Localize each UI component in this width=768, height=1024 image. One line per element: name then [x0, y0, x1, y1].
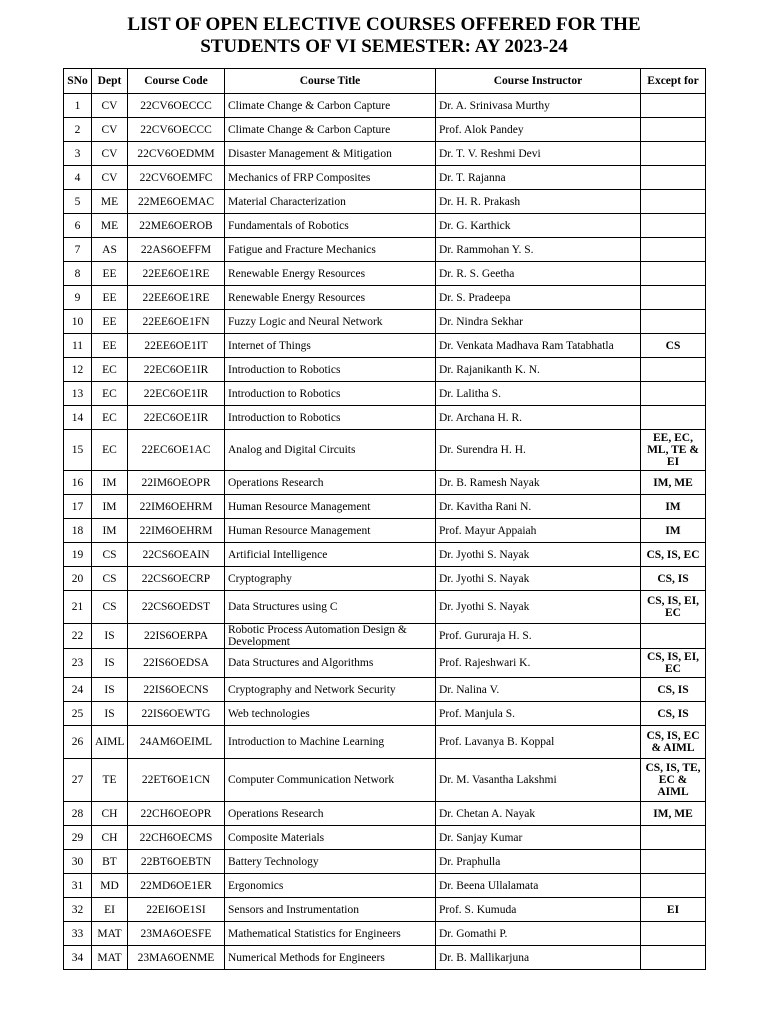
table-row — [64, 94, 706, 118]
cell-except-for — [641, 850, 706, 874]
cell-dept: EE — [92, 262, 128, 286]
cell-dept: MAT — [92, 946, 128, 970]
cell-except-for — [641, 406, 706, 430]
cell-course-code: 22IS6OECNS — [128, 678, 225, 702]
cell-instructor: Dr. H. R. Prakash — [436, 190, 641, 214]
cell-except-for: CS, IS — [641, 702, 706, 726]
cell-dept: EC — [92, 406, 128, 430]
cell-except-for — [641, 624, 706, 649]
cell-instructor: Prof. Mayur Appaiah — [436, 519, 641, 543]
cell-course-title: Human Resource Management — [225, 495, 436, 519]
cell-dept: ME — [92, 214, 128, 238]
cell-course-title: Mathematical Statistics for Engineers — [225, 922, 436, 946]
cell-course-code: 22CV6OECCC — [128, 94, 225, 118]
cell-sno: 21 — [64, 591, 92, 624]
cell-course-title: Fuzzy Logic and Neural Network — [225, 310, 436, 334]
cell-dept: IM — [92, 519, 128, 543]
cell-except-for: CS, IS, TE, EC & AIML — [641, 759, 706, 802]
cell-instructor: Dr. Gomathi P. — [436, 922, 641, 946]
cell-instructor: Dr. B. Ramesh Nayak — [436, 471, 641, 495]
cell-course-title: Cryptography — [225, 567, 436, 591]
cell-course-code: 22CS6OECRP — [128, 567, 225, 591]
cell-course-title: Numerical Methods for Engineers — [225, 946, 436, 970]
cell-instructor: Dr. Nindra Sekhar — [436, 310, 641, 334]
cell-sno: 7 — [64, 238, 92, 262]
table-row — [64, 142, 706, 166]
table-row — [64, 262, 706, 286]
table-row — [64, 702, 706, 726]
cell-instructor: Prof. Lavanya B. Koppal — [436, 726, 641, 759]
table-row — [64, 624, 706, 649]
cell-sno: 23 — [64, 649, 92, 678]
table-row — [64, 567, 706, 591]
cell-course-title: Data Structures and Algorithms — [225, 649, 436, 678]
cell-course-code: 22IS6OEDSA — [128, 649, 225, 678]
cell-dept: CV — [92, 94, 128, 118]
cell-except-for: EI — [641, 898, 706, 922]
title-line-1: LIST OF OPEN ELECTIVE COURSES OFFERED FOR THE — [127, 14, 641, 35]
cell-except-for — [641, 262, 706, 286]
table-row — [64, 802, 706, 826]
cell-course-code: 22BT6OEBTN — [128, 850, 225, 874]
cell-sno: 17 — [64, 495, 92, 519]
cell-sno: 13 — [64, 382, 92, 406]
cell-except-for — [641, 118, 706, 142]
cell-course-title: Mechanics of FRP Composites — [225, 166, 436, 190]
cell-course-code: 22CH6OECMS — [128, 826, 225, 850]
header-title: Course Title — [225, 69, 436, 94]
cell-instructor: Dr. Sanjay Kumar — [436, 826, 641, 850]
cell-dept: IM — [92, 495, 128, 519]
table-row — [64, 826, 706, 850]
cell-dept: IS — [92, 678, 128, 702]
cell-course-code: 22ME6OEROB — [128, 214, 225, 238]
cell-sno: 6 — [64, 214, 92, 238]
table-row — [64, 591, 706, 624]
cell-course-code: 22IM6OEOPR — [128, 471, 225, 495]
cell-course-title: Web technologies — [225, 702, 436, 726]
cell-except-for — [641, 142, 706, 166]
cell-course-title: Robotic Process Automation Design & Development — [225, 624, 436, 649]
cell-instructor: Dr. B. Mallikarjuna — [436, 946, 641, 970]
cell-dept: CV — [92, 166, 128, 190]
cell-except-for — [641, 874, 706, 898]
cell-instructor: Dr. Rajanikanth K. N. — [436, 358, 641, 382]
table-row — [64, 678, 706, 702]
cell-instructor: Prof. Rajeshwari K. — [436, 649, 641, 678]
cell-course-code: 22CS6OEAIN — [128, 543, 225, 567]
cell-course-code: 23MA6OENME — [128, 946, 225, 970]
cell-sno: 4 — [64, 166, 92, 190]
cell-course-code: 23MA6OESFE — [128, 922, 225, 946]
cell-except-for — [641, 238, 706, 262]
cell-instructor: Dr. Venkata Madhava Ram Tatabhatla — [436, 334, 641, 358]
cell-course-code: 22EC6OE1IR — [128, 382, 225, 406]
cell-except-for — [641, 382, 706, 406]
cell-sno: 26 — [64, 726, 92, 759]
cell-course-code: 22CV6OEMFC — [128, 166, 225, 190]
cell-except-for: CS — [641, 334, 706, 358]
table-row — [64, 850, 706, 874]
header-code: Course Code — [128, 69, 225, 94]
cell-course-title: Renewable Energy Resources — [225, 262, 436, 286]
table-row — [64, 310, 706, 334]
cell-dept: IS — [92, 649, 128, 678]
cell-course-code: 22CV6OEDMM — [128, 142, 225, 166]
cell-sno: 33 — [64, 922, 92, 946]
cell-instructor: Dr. A. Srinivasa Murthy — [436, 94, 641, 118]
cell-except-for: CS, IS, EC — [641, 543, 706, 567]
table-row — [64, 382, 706, 406]
cell-sno: 34 — [64, 946, 92, 970]
cell-sno: 20 — [64, 567, 92, 591]
cell-course-title: Introduction to Robotics — [225, 406, 436, 430]
cell-sno: 10 — [64, 310, 92, 334]
cell-except-for — [641, 190, 706, 214]
cell-course-code: 22EE6OE1FN — [128, 310, 225, 334]
cell-except-for: CS, IS — [641, 678, 706, 702]
cell-instructor: Dr. Praphulla — [436, 850, 641, 874]
table-row — [64, 898, 706, 922]
table-row — [64, 214, 706, 238]
cell-except-for: IM, ME — [641, 802, 706, 826]
cell-sno: 32 — [64, 898, 92, 922]
cell-dept: EE — [92, 310, 128, 334]
cell-sno: 22 — [64, 624, 92, 649]
cell-except-for — [641, 922, 706, 946]
cell-course-code: 22ET6OE1CN — [128, 759, 225, 802]
table-row — [64, 543, 706, 567]
cell-instructor: Dr. Nalina V. — [436, 678, 641, 702]
cell-dept: CH — [92, 826, 128, 850]
cell-course-code: 22IS6OEWTG — [128, 702, 225, 726]
cell-instructor: Prof. S. Kumuda — [436, 898, 641, 922]
cell-sno: 2 — [64, 118, 92, 142]
cell-dept: EI — [92, 898, 128, 922]
cell-course-code: 22EC6OE1IR — [128, 406, 225, 430]
table-row — [64, 286, 706, 310]
header-except: Except for — [641, 69, 706, 94]
header-dept: Dept — [92, 69, 128, 94]
table-row — [64, 118, 706, 142]
cell-course-title: Composite Materials — [225, 826, 436, 850]
cell-sno: 5 — [64, 190, 92, 214]
cell-dept: IS — [92, 624, 128, 649]
cell-except-for — [641, 826, 706, 850]
cell-except-for — [641, 358, 706, 382]
cell-dept: EE — [92, 286, 128, 310]
cell-except-for — [641, 946, 706, 970]
cell-course-code: 22CV6OECCC — [128, 118, 225, 142]
cell-course-title: Renewable Energy Resources — [225, 286, 436, 310]
cell-instructor: Dr. Beena Ullalamata — [436, 874, 641, 898]
cell-dept: IS — [92, 702, 128, 726]
cell-dept: AS — [92, 238, 128, 262]
cell-dept: CS — [92, 543, 128, 567]
cell-dept: TE — [92, 759, 128, 802]
cell-instructor: Dr. Jyothi S. Nayak — [436, 567, 641, 591]
cell-dept: CS — [92, 567, 128, 591]
table-row — [64, 946, 706, 970]
cell-course-code: 22EC6OE1IR — [128, 358, 225, 382]
table-row — [64, 759, 706, 802]
cell-course-title: Disaster Management & Mitigation — [225, 142, 436, 166]
cell-except-for: CS, IS, EI, EC — [641, 649, 706, 678]
cell-dept: ME — [92, 190, 128, 214]
cell-dept: CS — [92, 591, 128, 624]
cell-except-for: IM, ME — [641, 471, 706, 495]
cell-instructor: Dr. Rammohan Y. S. — [436, 238, 641, 262]
cell-dept: EE — [92, 334, 128, 358]
table-row — [64, 166, 706, 190]
cell-sno: 25 — [64, 702, 92, 726]
cell-course-code: 22IM6OEHRM — [128, 495, 225, 519]
table-row — [64, 519, 706, 543]
cell-course-title: Material Characterization — [225, 190, 436, 214]
title-line-2: STUDENTS OF VI SEMESTER: AY 2023-24 — [200, 36, 568, 57]
cell-instructor: Dr. T. V. Reshmi Devi — [436, 142, 641, 166]
cell-course-code: 22EI6OE1SI — [128, 898, 225, 922]
cell-course-title: Introduction to Machine Learning — [225, 726, 436, 759]
cell-dept: CV — [92, 118, 128, 142]
cell-except-for — [641, 310, 706, 334]
cell-except-for — [641, 286, 706, 310]
cell-dept: EC — [92, 358, 128, 382]
table-row — [64, 922, 706, 946]
cell-instructor: Dr. Archana H. R. — [436, 406, 641, 430]
cell-course-code: 22EC6OE1AC — [128, 430, 225, 471]
cell-dept: BT — [92, 850, 128, 874]
cell-except-for: CS, IS, EI, EC — [641, 591, 706, 624]
cell-sno: 1 — [64, 94, 92, 118]
table-row — [64, 334, 706, 358]
cell-instructor: Prof. Manjula S. — [436, 702, 641, 726]
cell-except-for: IM — [641, 519, 706, 543]
cell-except-for: IM — [641, 495, 706, 519]
cell-sno: 15 — [64, 430, 92, 471]
cell-course-code: 22CS6OEDST — [128, 591, 225, 624]
cell-course-code: 24AM6OEIML — [128, 726, 225, 759]
cell-course-code: 22MD6OE1ER — [128, 874, 225, 898]
cell-course-title: Introduction to Robotics — [225, 382, 436, 406]
cell-course-code: 22EE6OE1RE — [128, 286, 225, 310]
cell-dept: CH — [92, 802, 128, 826]
table-row — [64, 238, 706, 262]
cell-sno: 19 — [64, 543, 92, 567]
cell-instructor: Dr. Chetan A. Nayak — [436, 802, 641, 826]
cell-sno: 24 — [64, 678, 92, 702]
cell-course-title: Battery Technology — [225, 850, 436, 874]
cell-sno: 28 — [64, 802, 92, 826]
cell-sno: 29 — [64, 826, 92, 850]
cell-dept: EC — [92, 430, 128, 471]
cell-instructor: Dr. S. Pradeepa — [436, 286, 641, 310]
table-row — [64, 726, 706, 759]
header-instructor: Course Instructor — [436, 69, 641, 94]
cell-course-title: Ergonomics — [225, 874, 436, 898]
cell-instructor: Prof. Gururaja H. S. — [436, 624, 641, 649]
cell-sno: 3 — [64, 142, 92, 166]
cell-instructor: Dr. Jyothi S. Nayak — [436, 591, 641, 624]
table-row — [64, 649, 706, 678]
cell-instructor: Dr. Jyothi S. Nayak — [436, 543, 641, 567]
cell-dept: IM — [92, 471, 128, 495]
cell-course-code: 22ME6OEMAC — [128, 190, 225, 214]
cell-sno: 11 — [64, 334, 92, 358]
cell-except-for — [641, 166, 706, 190]
cell-course-title: Climate Change & Carbon Capture — [225, 94, 436, 118]
cell-except-for — [641, 94, 706, 118]
cell-except-for — [641, 214, 706, 238]
cell-course-code: 22AS6OEFFM — [128, 238, 225, 262]
cell-dept: MD — [92, 874, 128, 898]
cell-course-title: Operations Research — [225, 802, 436, 826]
cell-sno: 27 — [64, 759, 92, 802]
cell-course-title: Climate Change & Carbon Capture — [225, 118, 436, 142]
table-row — [64, 358, 706, 382]
cell-course-code: 22IM6OEHRM — [128, 519, 225, 543]
cell-sno: 31 — [64, 874, 92, 898]
cell-sno: 16 — [64, 471, 92, 495]
table-row — [64, 471, 706, 495]
cell-sno: 30 — [64, 850, 92, 874]
cell-sno: 12 — [64, 358, 92, 382]
table-row — [64, 406, 706, 430]
table-row — [64, 430, 706, 471]
cell-instructor: Dr. Lalitha S. — [436, 382, 641, 406]
cell-dept: MAT — [92, 922, 128, 946]
cell-course-code: 22EE6OE1IT — [128, 334, 225, 358]
cell-course-code: 22IS6OERPA — [128, 624, 225, 649]
cell-course-title: Analog and Digital Circuits — [225, 430, 436, 471]
cell-course-title: Cryptography and Network Security — [225, 678, 436, 702]
cell-course-title: Data Structures using C — [225, 591, 436, 624]
cell-course-title: Artificial Intelligence — [225, 543, 436, 567]
cell-dept: CV — [92, 142, 128, 166]
cell-instructor: Dr. G. Karthick — [436, 214, 641, 238]
cell-instructor: Dr. M. Vasantha Lakshmi — [436, 759, 641, 802]
cell-course-title: Fatigue and Fracture Mechanics — [225, 238, 436, 262]
header-sno: SNo — [64, 69, 92, 94]
cell-course-title: Sensors and Instrumentation — [225, 898, 436, 922]
cell-course-title: Introduction to Robotics — [225, 358, 436, 382]
page-title — [0, 14, 768, 58]
cell-course-code: 22CH6OEOPR — [128, 802, 225, 826]
cell-course-title: Internet of Things — [225, 334, 436, 358]
cell-instructor: Dr. Surendra H. H. — [436, 430, 641, 471]
cell-instructor: Dr. Kavitha Rani N. — [436, 495, 641, 519]
cell-course-code: 22EE6OE1RE — [128, 262, 225, 286]
cell-except-for: CS, IS — [641, 567, 706, 591]
cell-instructor: Dr. T. Rajanna — [436, 166, 641, 190]
courses-table — [63, 68, 706, 970]
table-row — [64, 495, 706, 519]
table-row — [64, 874, 706, 898]
cell-except-for: CS, IS, EC & AIML — [641, 726, 706, 759]
cell-except-for: EE, EC, ML, TE & EI — [641, 430, 706, 471]
cell-instructor: Prof. Alok Pandey — [436, 118, 641, 142]
table-row — [64, 190, 706, 214]
cell-sno: 8 — [64, 262, 92, 286]
cell-course-title: Operations Research — [225, 471, 436, 495]
cell-course-title: Human Resource Management — [225, 519, 436, 543]
cell-instructor: Dr. R. S. Geetha — [436, 262, 641, 286]
cell-dept: AIML — [92, 726, 128, 759]
header-row — [64, 69, 706, 94]
cell-course-title: Computer Communication Network — [225, 759, 436, 802]
cell-sno: 9 — [64, 286, 92, 310]
cell-sno: 18 — [64, 519, 92, 543]
cell-sno: 14 — [64, 406, 92, 430]
cell-dept: EC — [92, 382, 128, 406]
cell-course-title: Fundamentals of Robotics — [225, 214, 436, 238]
